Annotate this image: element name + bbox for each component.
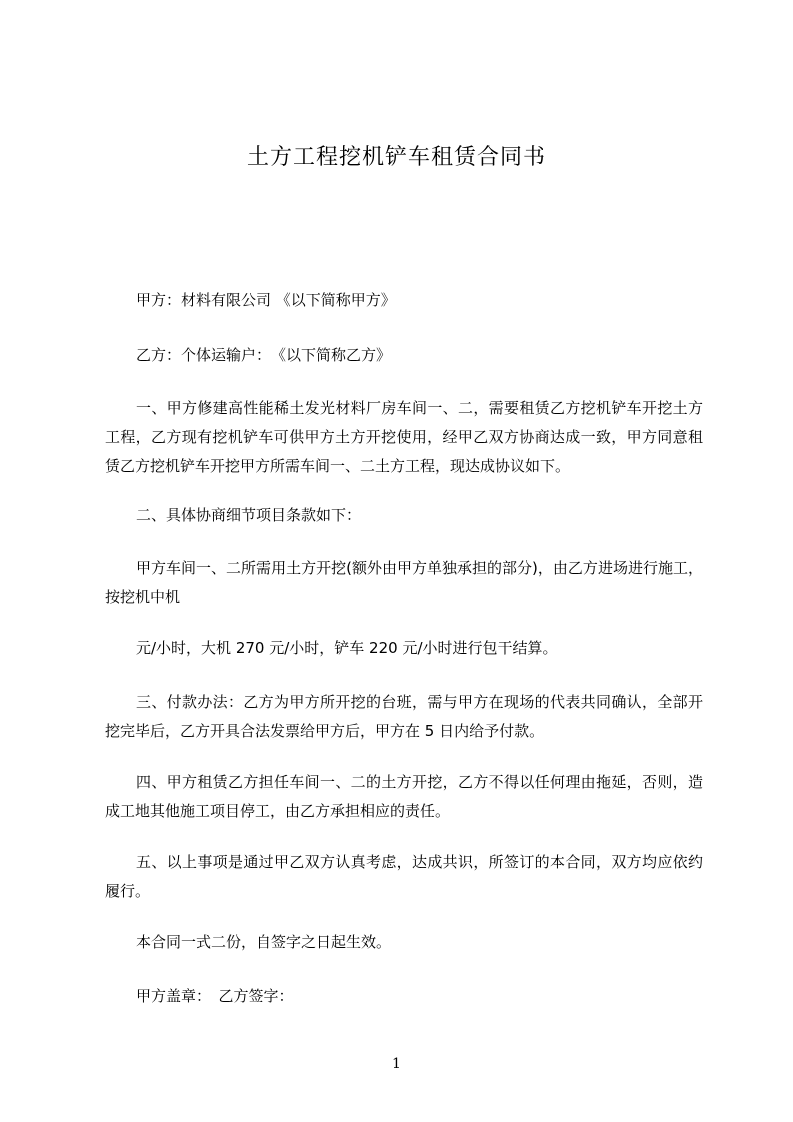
clause-2-rates: 元/小时，大机 270 元/小时，铲车 220 元/小时进行包干结算。: [136, 639, 558, 657]
clause-3: 三、付款办法：乙方为甲方所开挖的台班，需与甲方在现场的代表共同确认，全部开挖完毕后，乙方开具合法发票给甲方后，甲方在 5 日内给予付款。: [105, 693, 703, 740]
clause-2-body: 甲方车间一、二所需用土方开挖(额外由甲方单独承担的部分)，由乙方进场进行施工，按挖机中机: [105, 559, 703, 606]
clause-5: 五、以上事项是通过甲乙双方认真考虑，达成共识，所签订的本合同，双方均应依约履行。: [105, 853, 703, 900]
party-a-line: 甲方：材料有限公司 《以下简称甲方》: [136, 291, 396, 309]
clause-1: 一、甲方修建高性能稀土发光材料厂房车间一、二，需要租赁乙方挖机铲车开挖土方工程，乙方现有挖机铲车可供甲方土方开挖使用，经甲乙双方协商达成一致，甲方同意租赁乙方挖机铲车开挖甲方所需车间一、二土方工程，现达成协议如下。: [105, 399, 703, 475]
copies-line: 本合同一式二份，自签字之日起生效。: [136, 933, 392, 951]
clause-2-heading: 二、具体协商细节项目条款如下：: [136, 506, 362, 524]
party-b-line: 乙方：个体运输户： 《以下简称乙方》: [136, 346, 392, 364]
signatures-line: 甲方盖章： 乙方签字：: [136, 987, 294, 1005]
page-number: 1: [392, 1056, 401, 1072]
document-title: 土方工程挖机铲车租赁合同书: [246, 145, 546, 170]
clause-4: 四、甲方租赁乙方担任车间一、二的土方开挖，乙方不得以任何理由拖延，否则，造成工地其他施工项目停工，由乙方承担相应的责任。: [105, 773, 703, 820]
